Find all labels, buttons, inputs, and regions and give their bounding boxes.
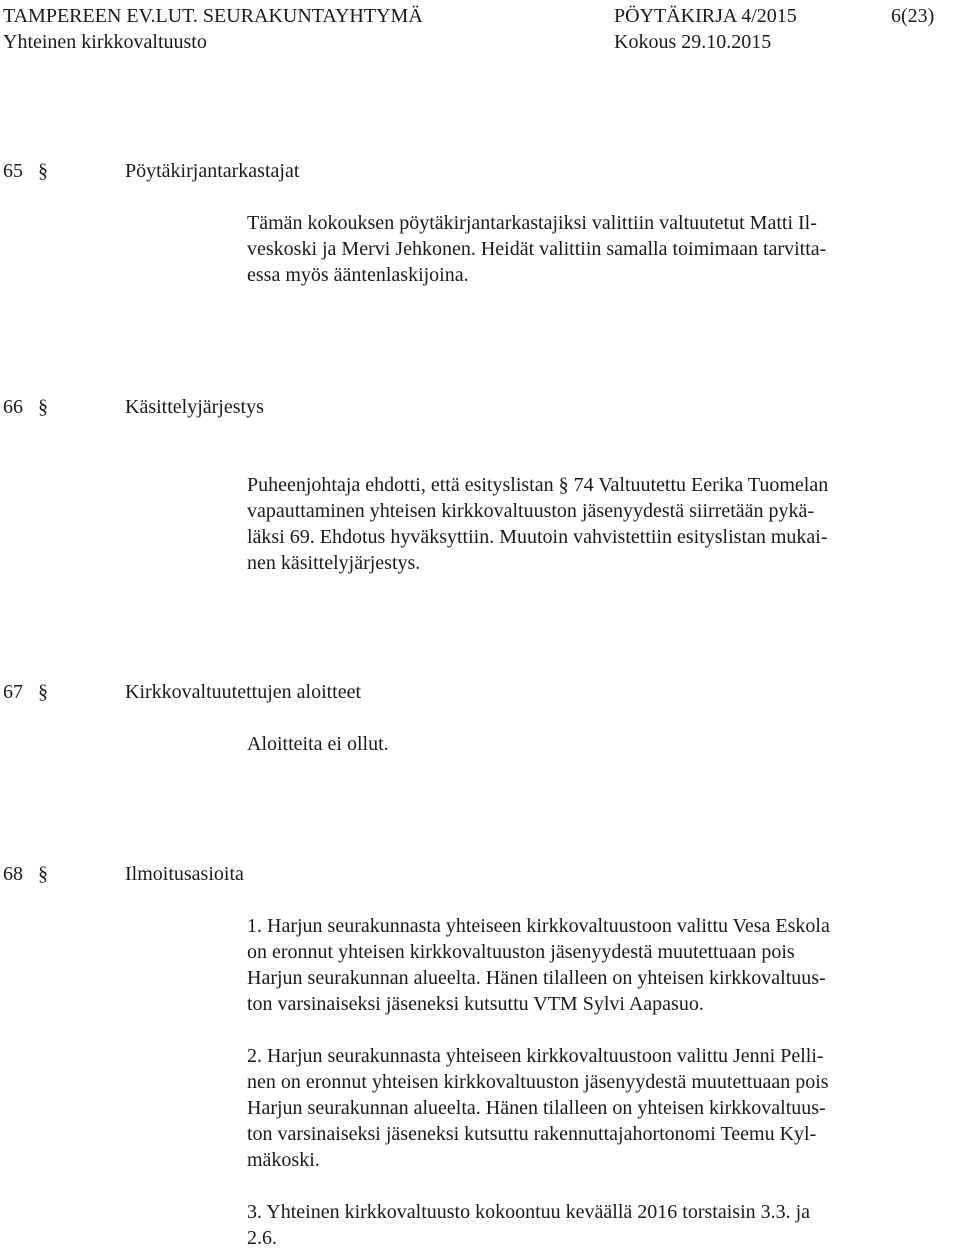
text-line: ton varsinaiseksi jäseneksi kutsuttu rakennuttajahortonomi Teemu Kyl- xyxy=(247,1123,817,1145)
text-line: ton varsinaiseksi jäseneksi kutsuttu VTM Sylvi Aapasuo. xyxy=(247,993,704,1015)
text-line: Harjun seurakunnan alueelta. Hänen tilalleen on yhteisen kirkkovaltuus- xyxy=(247,1097,826,1119)
notice-item-3 xyxy=(247,1199,927,1251)
text-line: essa myös ääntenlaskijoina. xyxy=(247,264,469,286)
section-65-body xyxy=(247,210,927,288)
paragraph-sign: § xyxy=(38,160,48,182)
page-header-row-2 xyxy=(3,30,953,54)
notice-item-1 xyxy=(247,913,927,1017)
text-line: vapauttaminen yhteisen kirkkovaltuuston jäsenyydestä siirretään pykä- xyxy=(247,500,815,522)
notice-item-2 xyxy=(247,1043,927,1173)
header-page-number: 6(23) xyxy=(891,5,935,27)
text-line: mäkoski. xyxy=(247,1149,320,1171)
section-title: Pöytäkirjantarkastajat xyxy=(125,160,300,182)
text-line: on eronnut yhteisen kirkkovaltuuston jäsenyydestä muutettuaan pois xyxy=(247,941,795,963)
section-67-body xyxy=(247,731,927,757)
text-line: nen käsittelyjärjestys. xyxy=(247,552,421,574)
header-body-name: Yhteinen kirkkovaltuusto xyxy=(3,31,207,53)
header-meeting-date: Kokous 29.10.2015 xyxy=(614,31,772,53)
header-organization: TAMPEREEN EV.LUT. SEURAKUNTAYHTYMÄ xyxy=(3,5,423,27)
text-line: Puheenjohtaja ehdotti, että esityslistan § 74 Valtuutettu Eerika Tuomelan xyxy=(247,474,829,496)
text-line: Tämän kokouksen pöytäkirjantarkastajiksi valittiin valtuutetut Matti Il- xyxy=(247,212,817,234)
header-document-type: PÖYTÄKIRJA 4/2015 xyxy=(614,5,797,27)
text-line: Aloitteita ei ollut. xyxy=(247,733,389,755)
section-title: Käsittelyjärjestys xyxy=(125,396,264,418)
page-header-row-1 xyxy=(3,4,953,28)
section-number: 68 xyxy=(3,863,23,885)
section-66-body xyxy=(247,472,927,576)
section-title: Kirkkovaltuutettujen aloitteet xyxy=(125,681,362,703)
section-title: Ilmoitusasioita xyxy=(125,863,244,885)
text-line: 2.6. xyxy=(247,1227,277,1249)
text-line: 2. Harjun seurakunnasta yhteiseen kirkkovaltuustoon valittu Jenni Pelli- xyxy=(247,1045,824,1067)
paragraph-sign: § xyxy=(38,396,48,418)
paragraph-sign: § xyxy=(38,681,48,703)
section-number: 65 xyxy=(3,160,23,182)
text-line: 3. Yhteinen kirkkovaltuusto kokoontuu keväällä 2016 torstaisin 3.3. ja xyxy=(247,1201,811,1223)
text-line: läksi 69. Ehdotus hyväksyttiin. Muutoin vahvistettiin esityslistan mukai- xyxy=(247,526,828,548)
text-line: Harjun seurakunnan alueelta. Hänen tilalleen on yhteisen kirkkovaltuus- xyxy=(247,967,826,989)
section-number: 67 xyxy=(3,681,23,703)
text-line: veskoski ja Mervi Jehkonen. Heidät valittiin samalla toimimaan tarvitta- xyxy=(247,238,827,260)
section-number: 66 xyxy=(3,396,23,418)
text-line: nen on eronnut yhteisen kirkkovaltuuston jäsenyydestä muutettuaan pois xyxy=(247,1071,829,1093)
paragraph-sign: § xyxy=(38,863,48,885)
text-line: 1. Harjun seurakunnasta yhteiseen kirkkovaltuustoon valittu Vesa Eskola xyxy=(247,915,830,937)
